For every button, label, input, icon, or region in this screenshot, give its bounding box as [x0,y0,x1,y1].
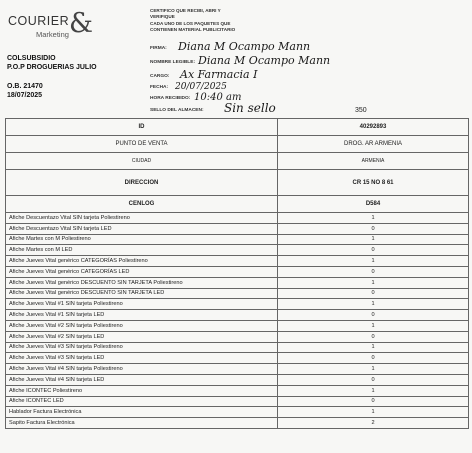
legible-name-field [150,52,360,66]
item-description: Afiche Jueves Vital #4 SIN tarjeta Poliestireno [6,364,278,375]
table-row [6,266,469,277]
table-row [6,299,469,310]
table-row [6,320,469,331]
table-row [6,213,469,224]
warehouse-seal-field [150,100,360,114]
item-description: Afiche Jueves Vital genérico DESCUENTO SIN TARJETA LED [6,288,278,299]
field-label: FECHA: [150,85,169,90]
field-label: FIRMA: [150,46,167,51]
header-value: CR 15 NO 8 61 [278,170,469,196]
item-description: Afiche Descuentazo Vital SIN tarjeta Poliestireno [6,213,278,224]
item-description: Sapito Factura Electrónica [6,418,278,429]
handwritten-signature: Diana M Ocampo Mann [178,40,311,53]
handwritten-seal-note: Sin sello [224,101,276,115]
logo-sub: Marketing [36,30,69,39]
certificate-line: CERTIFICO QUE RECIBI, ABRI Y [150,8,221,13]
certificate-line: CONTIENEN MATERIAL PUBLICITARIO [150,26,236,32]
item-quantity: 1 [278,320,469,331]
item-quantity: 0 [278,245,469,256]
item-description: Afiche Martes con M Poliestireno [6,234,278,245]
header-row-cenlog [6,196,469,213]
header-label: ID [6,119,278,136]
handwritten-date: 20/07/2025 [175,82,227,92]
item-quantity: 2 [278,418,469,429]
handwritten-position: Ax Farmacia I [180,68,258,81]
item-description: Afiche Jueves Vital genérico CATEGORÍAS Poliestireno [6,256,278,267]
item-quantity: 1 [278,256,469,267]
logo-ampersand: & [69,8,94,39]
page-number: 350 [355,107,367,114]
item-description: Afiche Descuentazo Vital SIN tarjeta LED [6,223,278,234]
header-value: D584 [278,196,469,213]
certificate-line: VERIFIQUE [150,14,175,20]
item-description: Afiche Jueves Vital #4 SIN tarjeta LED [6,374,278,385]
table-row [6,223,469,234]
header-row-point-of-sale [6,136,469,153]
item-description: Hablador Factura Electrónica [6,407,278,418]
field-label: SELLO DEL ALMACEN: [150,108,204,113]
signature-field [150,38,360,52]
table-row [6,353,469,364]
item-description: Afiche Jueves Vital #1 SIN tarjeta LED [6,310,278,321]
order-number: O.B. 21470 [7,83,43,90]
header-value: 40292893 [278,119,469,136]
item-description: Afiche Jueves Vital genérico CATEGORÍAS LED [6,266,278,277]
item-quantity: 1 [278,277,469,288]
item-quantity: 0 [278,374,469,385]
table-row [6,418,469,429]
field-label: CARGO: [150,74,170,79]
item-quantity: 0 [278,310,469,321]
document-date: 18/07/2025 [7,92,43,99]
item-description: Afiche Jueves Vital #2 SIN tarjeta Poliestireno [6,320,278,331]
header-row-address [6,170,469,196]
item-quantity: 1 [278,364,469,375]
item-quantity: 0 [278,396,469,407]
item-quantity: 0 [278,288,469,299]
header-label: CENLOG [6,196,278,213]
handwritten-name: Diana M Ocampo Mann [198,54,331,67]
item-quantity: 0 [278,331,469,342]
item-description: Afiche Martes con M LED [6,245,278,256]
header-row-city [6,153,469,170]
item-quantity: 1 [278,213,469,224]
item-description: Afiche Jueves Vital genérico DESCUENTO SIN TARJETA Poliestireno [6,277,278,288]
item-quantity: 1 [278,342,469,353]
certificate-line: CADA UNO DE LOS PAQUETES QUE [150,20,231,26]
item-description: Afiche Jueves Vital #3 SIN tarjeta Poliestireno [6,342,278,353]
table-row [6,256,469,267]
courier-marketing-logo [8,8,94,42]
company-name: COLSUBSIDIO [7,55,56,62]
field-label: NOMBRE LEGIBLE: [150,60,196,65]
table-row [6,342,469,353]
item-description: Afiche Jueves Vital #3 SIN tarjeta LED [6,353,278,364]
table-row [6,234,469,245]
item-quantity: 0 [278,223,469,234]
header-label: DIRECCION [6,170,278,196]
item-quantity: 0 [278,266,469,277]
logo-brand: COURIER [8,14,70,28]
item-description: Afiche Jueves Vital #1 SIN tarjeta Poliestireno [6,299,278,310]
table-row [6,396,469,407]
item-quantity: 1 [278,299,469,310]
item-quantity: 1 [278,385,469,396]
header-value: ARMENIA [278,153,469,170]
table-row [6,245,469,256]
item-description: Afiche ICONTEC Poliestireno [6,385,278,396]
table-row [6,407,469,418]
table-row [6,277,469,288]
table-row [6,310,469,321]
item-description: Afiche Jueves Vital #2 SIN tarjeta LED [6,331,278,342]
header-row-id [6,119,469,136]
item-quantity: 1 [278,407,469,418]
table-row [6,331,469,342]
item-quantity: 0 [278,353,469,364]
header-label: CIUDAD [6,153,278,170]
table-row [6,364,469,375]
item-quantity: 1 [278,234,469,245]
certificate-statement [150,8,235,33]
table-row [6,385,469,396]
delivery-table [5,118,469,429]
handwritten-time: 10:40 am [194,92,242,103]
company-program: P.O.P DROGUERIAS JULIO [7,64,97,71]
table-row [6,288,469,299]
item-description: Afiche ICONTEC LED [6,396,278,407]
table-row [6,374,469,385]
header-label: PUNTO DE VENTA [6,136,278,153]
header-value: DROG. AR ARMENIA [278,136,469,153]
field-label: HORA RECIBIDO: [150,96,191,101]
